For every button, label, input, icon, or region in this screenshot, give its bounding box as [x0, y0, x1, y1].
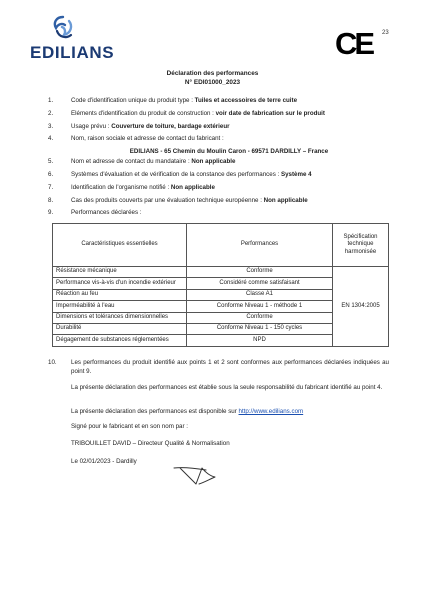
item-text: Cas des produits couverts par une évaluation technique européenne : Non applicable [71, 197, 308, 204]
item-text: Nom et adresse de contact du mandataire : Non applicable [71, 158, 236, 165]
table-header-row [53, 224, 389, 267]
document-title [0, 70, 425, 87]
logo-swirl-icon [52, 15, 74, 41]
item-number: 6. [48, 171, 54, 178]
availability-statement: La présente déclaration des performances est disponible sur http://www.edilians.com [71, 408, 304, 415]
table-row [53, 267, 389, 278]
item-text: Nom, raison sociale et adresse de contact du fabricant : [71, 135, 224, 142]
item-text: Eléments d'identification du produit de construction : voir date de fabrication sur le produit [71, 110, 325, 117]
header-specification: Spécification technique harmonisée [333, 224, 389, 267]
performance-cell: Conforme Niveau 1 - 150 cycles [187, 323, 333, 334]
ce-mark-number: 23 [382, 30, 389, 36]
website-link[interactable]: http://www.edilians.com [238, 408, 304, 415]
item-text: Performances déclarées : [71, 209, 142, 216]
item-number: 9. [48, 209, 54, 216]
manufacturer-address: EDILIANS - 65 Chemin du Moulin Caron - 69571 DARDILLY – France [129, 148, 329, 155]
item-number: 2. [48, 110, 54, 117]
signature-icon [172, 462, 220, 488]
characteristic-cell: Imperméabilité à l'eau [53, 301, 187, 312]
signed-for-label: Signé pour le fabricant et en son nom par : [71, 423, 188, 430]
performance-table [52, 223, 389, 347]
conformity-statement: Les performances du produit identifié aux points 1 et 2 sont conformes aux performances déclarées indiquées au point 9. [71, 359, 389, 375]
characteristic-cell: Dimensions et tolérances dimensionnelles [53, 312, 187, 323]
characteristic-cell: Réaction au feu [53, 289, 187, 300]
performance-cell: Conforme [187, 312, 333, 323]
item-number: 10. [48, 359, 57, 366]
characteristic-cell: Résistance mécanique [53, 267, 187, 278]
edilians-logo [30, 15, 120, 62]
item-number: 7. [48, 184, 54, 191]
performance-cell: Considéré comme satisfaisant [187, 278, 333, 289]
performance-cell: Conforme [187, 267, 333, 278]
logo-text: EDILIANS [30, 43, 115, 62]
item-number: 5. [48, 158, 54, 165]
item-number: 8. [48, 197, 54, 204]
performance-cell: NPD [187, 335, 333, 346]
performance-cell: Conforme Niveau 1 - méthode 1 [187, 301, 333, 312]
item-number: 3. [48, 123, 54, 130]
specification-cell: EN 1304:2005 [333, 267, 389, 347]
header-characteristics: Caractéristiques essentielles [53, 224, 187, 267]
performance-cell: Classe A1 [187, 289, 333, 300]
characteristic-cell: Durabilité [53, 323, 187, 334]
item-number: 1. [48, 97, 54, 104]
responsibility-statement: La présente déclaration des performances est établie sous la seule responsabilité du fabricant identifié au point 4. [71, 384, 383, 391]
item-number: 4. [48, 135, 54, 142]
signatory-name: TRIBOUILLET DAVID – Directeur Qualité & Normalisation [71, 440, 230, 447]
title-line-2: N° EDI01000_2023 [184, 78, 241, 86]
title-line-1: Déclaration des performances [166, 70, 259, 77]
characteristic-cell: Performance vis-à-vis d'un incendie extérieur [53, 278, 187, 289]
item-text: Identification de l'organisme notifié : Non applicable [71, 184, 215, 191]
date-place: Le 02/01/2023 - Dardilly [71, 458, 137, 465]
characteristic-cell: Dégagement de substances réglementées [53, 335, 187, 346]
item-text: Usage prévu : Couverture de toiture, bardage extérieur [71, 123, 230, 130]
ce-mark: CE [335, 26, 373, 61]
item-text: Code d'identification unique du produit type : Tuiles et accessoires de terre cuite [71, 97, 298, 104]
item-text: Systèmes d'évaluation et de vérification de la constance des performances : Système 4 [71, 171, 312, 178]
header-performances: Performances [187, 224, 333, 267]
